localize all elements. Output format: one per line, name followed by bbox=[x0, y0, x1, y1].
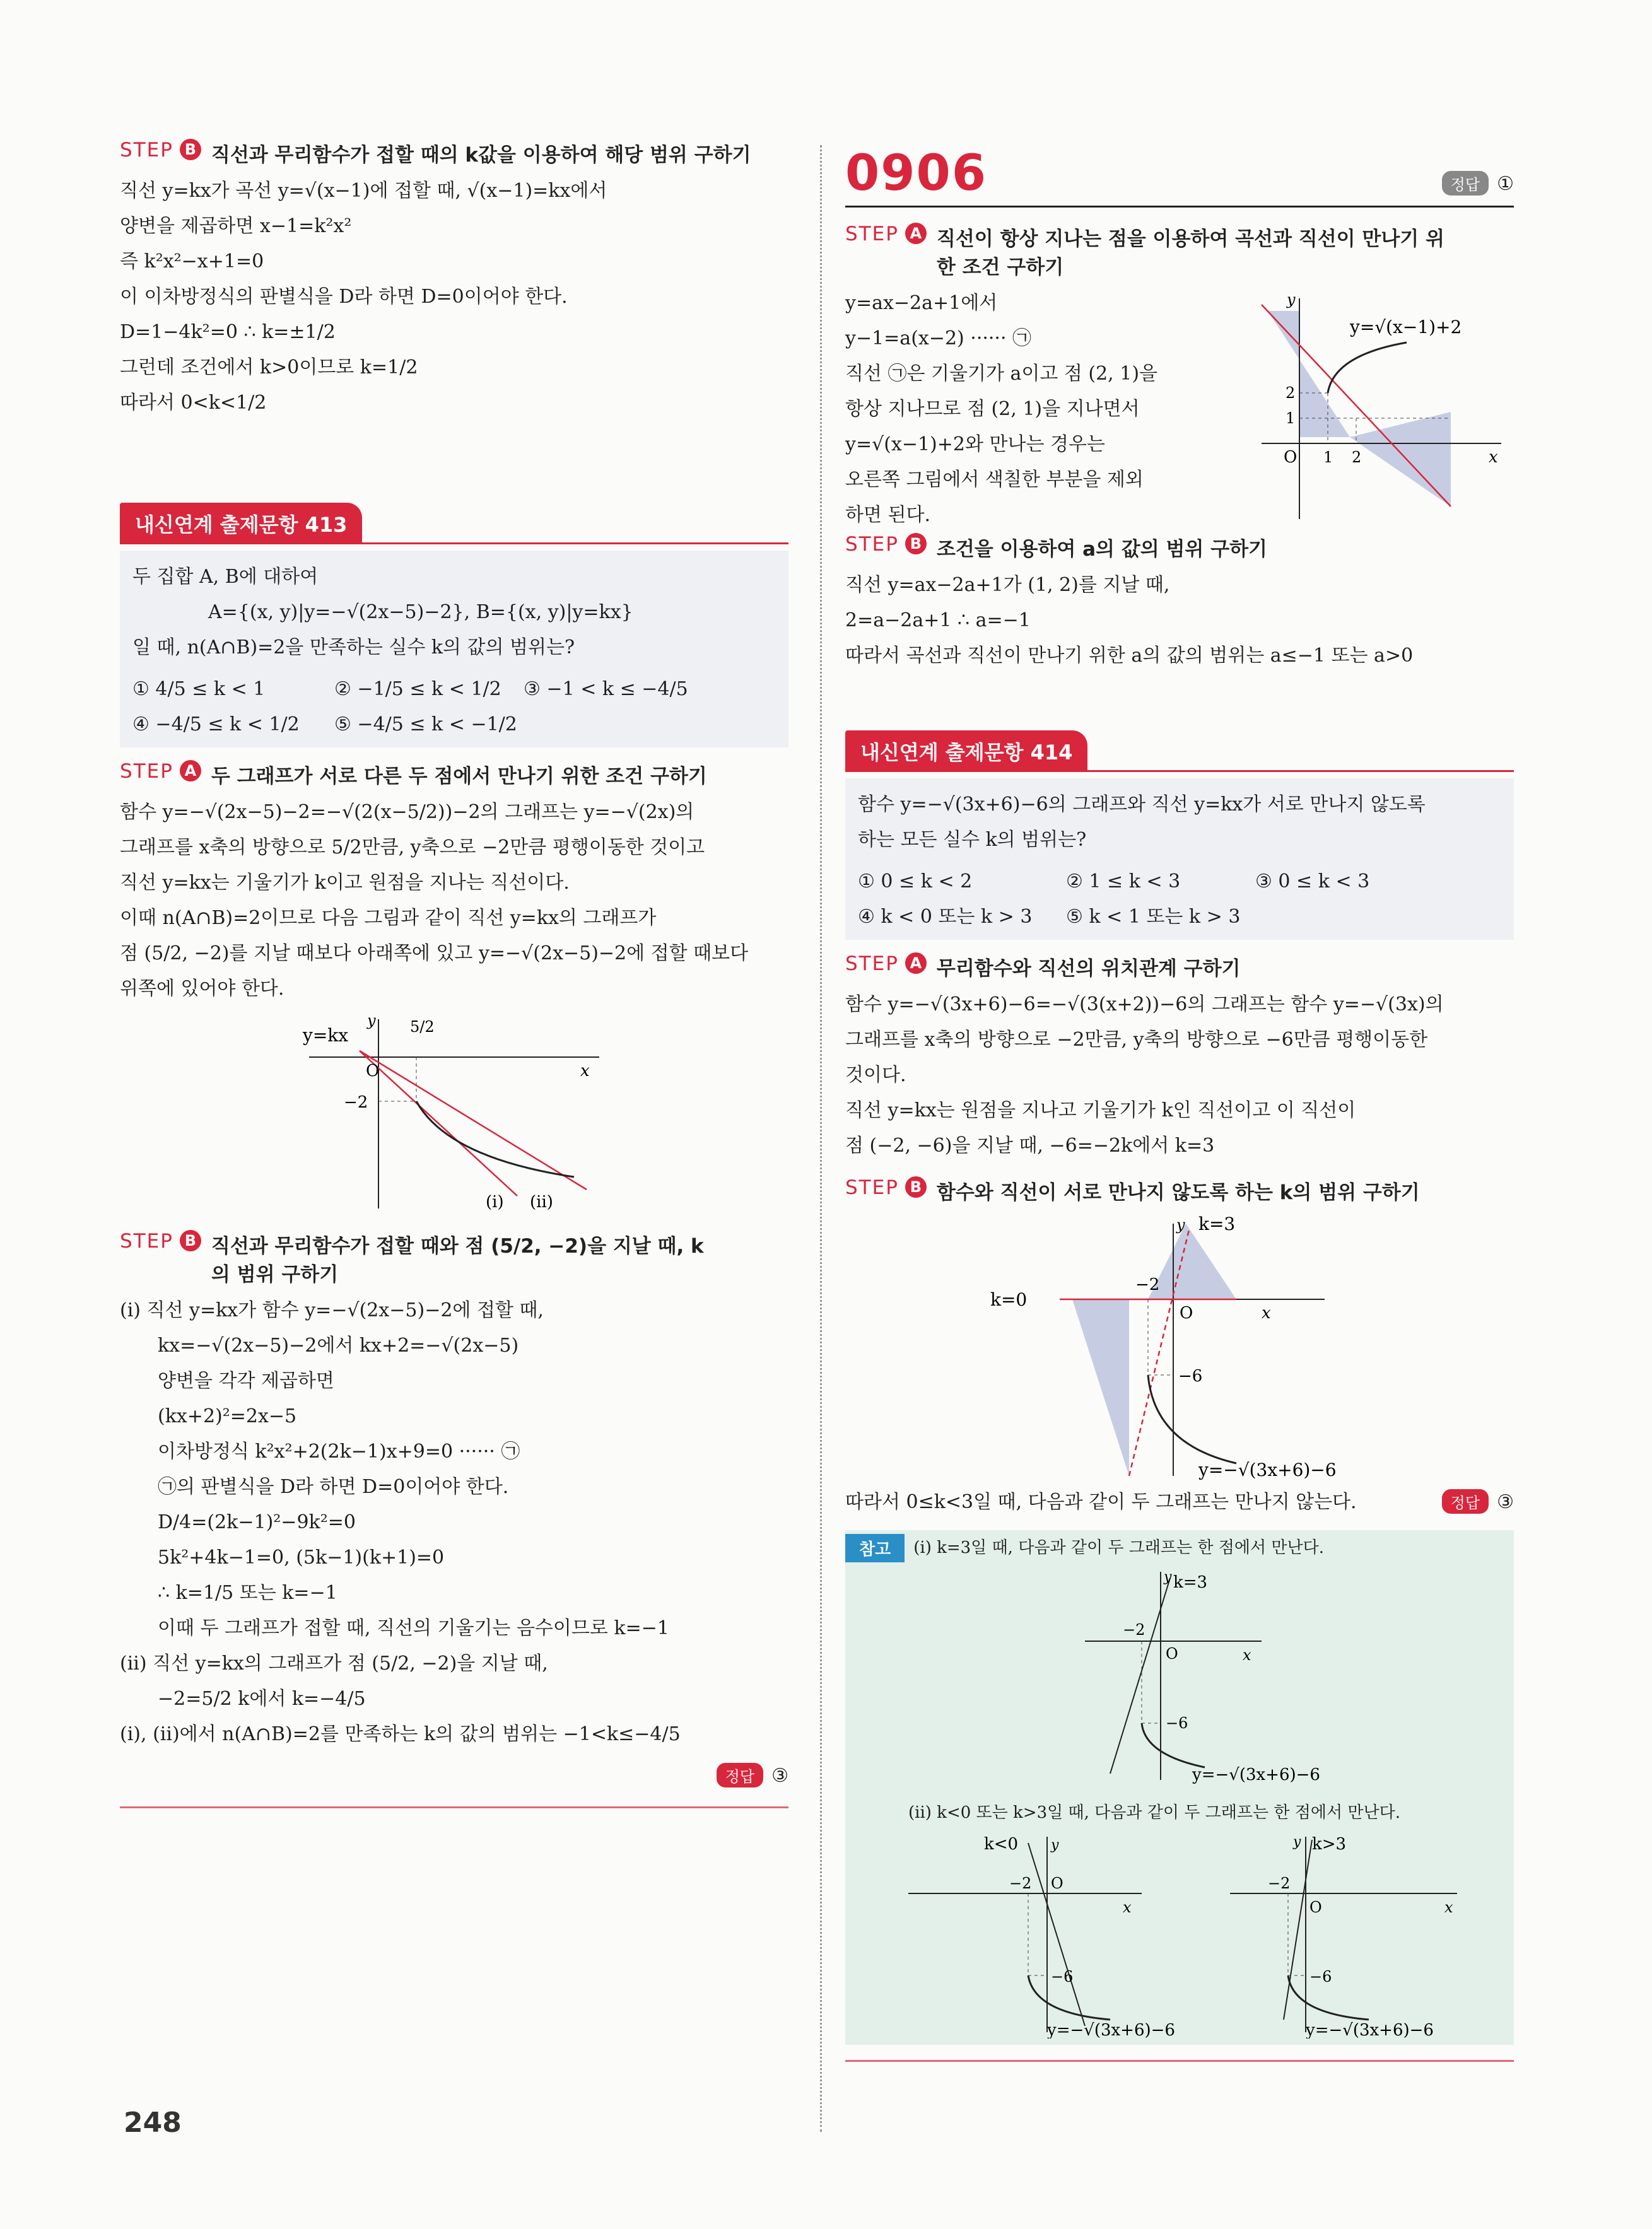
k-label: k=3 bbox=[1173, 1573, 1208, 1592]
x-tick: 5/2 bbox=[410, 1018, 435, 1036]
y-label: y bbox=[1176, 1216, 1185, 1234]
choice-5[interactable]: ⑤ −4/5 ≤ k < −1/2 bbox=[334, 713, 517, 735]
step-title: 직선이 항상 지나는 점을 이용하여 곡선과 직선이 만나기 위한 조건 구하기 bbox=[936, 228, 1444, 279]
step-b-0906 bbox=[845, 533, 1514, 674]
y-tick: −6 bbox=[1051, 1968, 1074, 1986]
choice-5[interactable]: ⑤ k < 1 또는 k > 3 bbox=[1066, 906, 1241, 928]
curve-label: y=−√(3x+6)−6 bbox=[1198, 1460, 1337, 1480]
text-line: 따라서 곡선과 직선이 만나기 위한 a의 값의 범위는 a≤−1 또는 a>0 bbox=[845, 645, 1414, 667]
problem-414-header bbox=[845, 730, 1514, 772]
step-title: 함수와 직선이 서로 만나지 않도록 하는 k의 범위 구하기 bbox=[936, 1181, 1420, 1204]
y-tick: −2 bbox=[344, 1093, 368, 1112]
step-badge: B bbox=[180, 1230, 201, 1251]
header-rule bbox=[120, 542, 788, 544]
text-line: 점 (5/2, −2)를 지날 때보다 아래쪽에 있고 y=−√(2x−5)−2에 접할 때보다 bbox=[120, 942, 749, 964]
line-label: y=kx bbox=[303, 1025, 349, 1046]
text-line: 직선 y=kx는 원점을 지나고 기울기가 k인 직선이고 이 직선이 bbox=[845, 1099, 1356, 1121]
choices bbox=[858, 864, 1501, 935]
step-a-0906 bbox=[845, 223, 1514, 533]
problem-414-tab: 내신연계 출제문항 414 bbox=[845, 730, 1087, 772]
origin-label: O bbox=[1309, 1898, 1322, 1916]
curve-label: y=√(x−1)+2 bbox=[1350, 317, 1462, 337]
line-case-i bbox=[360, 1051, 587, 1190]
problem-text: 함수 y=−√(3x+6)−6의 그래프와 직선 y=kx가 서로 만나지 않도록 bbox=[858, 793, 1426, 816]
conclusion-row bbox=[845, 1485, 1514, 1520]
step-label: STEP bbox=[845, 223, 899, 245]
step-badge: A bbox=[905, 952, 927, 974]
step-b-tangent-section bbox=[120, 139, 788, 421]
note-head bbox=[845, 1530, 1514, 1565]
step-heading bbox=[845, 533, 1514, 561]
problem-413-tab: 내신연계 출제문항 413 bbox=[120, 503, 362, 544]
step-label: STEP bbox=[845, 1176, 899, 1199]
choice-3[interactable]: ③ 0 ≤ k < 3 bbox=[1255, 870, 1370, 892]
step-label: STEP bbox=[845, 533, 899, 556]
text-line: y=ax−2a+1에서 bbox=[845, 292, 998, 314]
y-tick: −6 bbox=[1166, 1714, 1188, 1732]
text-line: 직선 y=ax−2a+1가 (1, 2)를 지날 때, bbox=[845, 574, 1170, 596]
x-label: x bbox=[1444, 1898, 1453, 1916]
text-line: (ii) 직선 y=kx의 그래프가 점 (5/2, −2)을 지날 때, bbox=[120, 1653, 548, 1675]
choice-1[interactable]: ① 4/5 ≤ k < 1 bbox=[132, 678, 266, 700]
origin-label: O bbox=[1284, 448, 1298, 467]
text-line: 그런데 조건에서 k>0이므로 k=1/2 bbox=[120, 356, 418, 378]
section-rule bbox=[845, 2060, 1514, 2062]
top-answer bbox=[1442, 167, 1514, 202]
step-badge: A bbox=[905, 223, 927, 244]
note-graph-3 bbox=[1180, 1830, 1514, 2039]
text-line: 하면 된다. bbox=[845, 504, 930, 526]
case-i-label: (i) bbox=[486, 1193, 504, 1212]
problem-header bbox=[845, 145, 1514, 202]
text-line: 따라서 0<k<1/2 bbox=[120, 392, 267, 414]
curve-label: y=−√(3x+6)−6 bbox=[1047, 2021, 1175, 2039]
step-heading bbox=[120, 1230, 788, 1287]
x-label: x bbox=[580, 1062, 590, 1080]
text-line: (i) 직선 y=kx가 함수 y=−√(2x−5)−2에 접할 때, bbox=[120, 1299, 544, 1321]
right-column bbox=[845, 145, 1514, 2062]
choice-4[interactable]: ④ k < 0 또는 k > 3 bbox=[858, 906, 1033, 928]
answer-badge: 정답 bbox=[717, 1763, 763, 1787]
step-title: 조건을 이용하여 a의 값의 범위 구하기 bbox=[936, 538, 1267, 561]
y-tick: −6 bbox=[1178, 1367, 1203, 1386]
note-graph-2 bbox=[845, 1830, 1180, 2039]
text-line: (i), (ii)에서 n(A∩B)=2를 만족하는 k의 값의 범위는 −1<k≤−4/5 bbox=[120, 1723, 681, 1745]
case-ii-label: (ii) bbox=[530, 1193, 553, 1212]
k-label: k>3 bbox=[1312, 1835, 1347, 1854]
text-line: 위쪽에 있어야 한다. bbox=[120, 978, 284, 1000]
y-label: y bbox=[1287, 291, 1296, 308]
step-heading bbox=[845, 952, 1514, 981]
choice-2[interactable]: ② −1/5 ≤ k < 1/2 bbox=[334, 678, 501, 700]
text-line: kx=−√(2x−5)−2에서 kx+2=−√(2x−5) bbox=[158, 1335, 519, 1357]
text-line: 이때 n(A∩B)=2이므로 다음 그림과 같이 직선 y=kx의 그래프가 bbox=[120, 907, 657, 929]
text-line: 함수 y=−√(2x−5)−2=−√(2(x−5/2))−2의 그래프는 y=−√(2x)의 bbox=[120, 801, 694, 823]
text-line: (kx+2)²=2x−5 bbox=[158, 1405, 297, 1427]
shaded-right bbox=[1148, 1224, 1236, 1299]
curve bbox=[1148, 1375, 1236, 1463]
text-line: 직선 y=kx는 기울기가 k이고 원점을 지나는 직선이다. bbox=[120, 872, 570, 894]
x-label: x bbox=[1243, 1646, 1251, 1664]
text-line: 그래프를 x축의 방향으로 5/2만큼, y축으로 −2만큼 평행이동한 것이고 bbox=[120, 836, 705, 858]
note-tab: 참고 bbox=[845, 1534, 905, 1562]
text-line: ㉠의 판별식을 D라 하면 D=0이어야 한다. bbox=[158, 1476, 509, 1498]
origin-label: O bbox=[366, 1062, 380, 1080]
text-line: y−1=a(x−2) ······ ㉠ bbox=[845, 327, 1032, 349]
step-b-range-section bbox=[120, 1230, 788, 1808]
note-line-2: (ii) k<0 또는 k>3일 때, 다음과 같이 두 그래프는 한 점에서 만난다. bbox=[908, 1803, 1400, 1822]
text-line: 2=a−2a+1 ∴ a=−1 bbox=[845, 609, 1031, 631]
text-line: 함수 y=−√(3x+6)−6=−√(3(x+2))−6의 그래프는 함수 y=−√(3x)의 bbox=[845, 993, 1444, 1015]
text-line: −2=5/2 k에서 k=−4/5 bbox=[158, 1688, 366, 1710]
y-tick-2: 2 bbox=[1286, 384, 1296, 402]
k3-label: k=3 bbox=[1198, 1214, 1236, 1234]
k-label: k<0 bbox=[984, 1835, 1019, 1854]
choice-1[interactable]: ① 0 ≤ k < 2 bbox=[858, 870, 973, 892]
note-line-1: (i) k=3일 때, 다음과 같이 두 그래프는 한 점에서 만난다. bbox=[913, 1538, 1325, 1557]
text-line: 즉 k²x²−x+1=0 bbox=[120, 250, 264, 272]
text-line: 양변을 제곱하면 x−1=k²x² bbox=[120, 215, 352, 237]
step-a-body bbox=[845, 286, 1514, 533]
x-tick-1: 1 bbox=[1323, 448, 1333, 466]
choice-2[interactable]: ② 1 ≤ k < 3 bbox=[1066, 870, 1181, 892]
section-rule bbox=[120, 1806, 788, 1808]
step-heading bbox=[845, 223, 1514, 279]
step-label: STEP bbox=[120, 760, 173, 783]
shaded-region-right bbox=[1350, 412, 1451, 506]
problem-413-box bbox=[120, 551, 788, 747]
choice-4[interactable]: ④ −4/5 ≤ k < 1/2 bbox=[132, 713, 300, 735]
choices bbox=[132, 672, 776, 742]
choice-3[interactable]: ③ −1 < k ≤ −4/5 bbox=[524, 678, 688, 700]
text-line: 항상 지나므로 점 (2, 1)을 지나면서 bbox=[845, 398, 1140, 420]
text-line: 오른쪽 그림에서 색칠한 부분을 제외 bbox=[845, 469, 1144, 491]
step-a-414 bbox=[845, 952, 1514, 1164]
line-k-gt3 bbox=[1284, 1840, 1312, 2020]
origin-label: O bbox=[1051, 1875, 1063, 1892]
step-heading bbox=[845, 1176, 1514, 1205]
x-tick: −2 bbox=[1123, 1621, 1145, 1639]
origin-label: O bbox=[1166, 1645, 1178, 1663]
text-line: 것이다. bbox=[845, 1064, 906, 1086]
answer-row bbox=[120, 1758, 788, 1794]
step-badge: B bbox=[180, 139, 201, 160]
curve-label: y=−√(3x+6)−6 bbox=[1306, 2021, 1434, 2039]
x-tick-2: 2 bbox=[1352, 448, 1362, 466]
note-graphs-row bbox=[845, 1830, 1514, 2039]
text-line: 양변을 각각 제곱하면 bbox=[158, 1370, 334, 1392]
step-label: STEP bbox=[120, 139, 173, 161]
step-heading bbox=[120, 139, 788, 167]
y-label: y bbox=[1164, 1569, 1172, 1585]
shaded-left bbox=[1072, 1299, 1129, 1476]
answer-badge: 정답 bbox=[1442, 171, 1489, 196]
y-tick: −6 bbox=[1309, 1968, 1332, 1986]
column-divider bbox=[820, 145, 822, 2132]
answer-value: ③ bbox=[771, 1765, 788, 1787]
y-tick-1: 1 bbox=[1286, 409, 1296, 427]
x-label: x bbox=[1262, 1304, 1271, 1323]
step-b-414 bbox=[845, 1176, 1514, 1520]
problem-text: 두 집합 A, B에 대하여 bbox=[132, 566, 319, 588]
curve-label: y=−√(3x+6)−6 bbox=[1192, 1765, 1320, 1784]
answer-row bbox=[1442, 1485, 1514, 1520]
page-number: 248 bbox=[124, 2107, 182, 2139]
header-rule bbox=[845, 770, 1514, 772]
origin-label: O bbox=[1180, 1304, 1193, 1323]
text-line: 5k²+4k−1=0, (5k−1)(k+1)=0 bbox=[158, 1547, 445, 1569]
line-k-neg bbox=[1028, 1843, 1085, 2026]
note-graph-1 bbox=[845, 1565, 1514, 1793]
answer-badge: 정답 bbox=[1442, 1489, 1489, 1514]
step-title: 직선과 무리함수가 접할 때의 k값을 이용하여 해당 범위 구하기 bbox=[211, 144, 751, 167]
text-line: 점 (−2, −6)을 지날 때, −6=−2k에서 k=3 bbox=[845, 1135, 1215, 1157]
x-label: x bbox=[1489, 448, 1498, 467]
step-title: 직선과 무리함수가 접할 때와 점 (5/2, −2)을 지날 때, k의 범위 구하기 bbox=[211, 1235, 704, 1286]
step-title: 두 그래프가 서로 다른 두 점에서 만나기 위한 조건 구하기 bbox=[211, 765, 707, 788]
problem-text: 하는 모든 실수 k의 범위는? bbox=[858, 829, 1087, 851]
k0-label: k=0 bbox=[990, 1289, 1028, 1310]
problem-text: 일 때, n(A∩B)=2을 만족하는 실수 k의 값의 범위는? bbox=[132, 636, 575, 658]
problem-414-box bbox=[845, 778, 1514, 940]
step-label: STEP bbox=[845, 952, 899, 975]
text-line: D=1−4k²=0 ∴ k=±1/2 bbox=[120, 321, 336, 343]
text-line: D/4=(2k−1)²−9k²=0 bbox=[158, 1511, 356, 1533]
header-rule bbox=[845, 206, 1514, 208]
step-label: STEP bbox=[120, 1230, 173, 1253]
line-case-ii bbox=[360, 1051, 517, 1196]
text-line: 이 이차방정식의 판별식을 D라 하면 D=0이어야 한다. bbox=[120, 286, 568, 308]
left-column bbox=[120, 139, 788, 1808]
y-label: y bbox=[367, 1012, 376, 1029]
x-label: x bbox=[1123, 1898, 1132, 1916]
step-badge: B bbox=[905, 1176, 927, 1198]
answer-value: ③ bbox=[1497, 1491, 1514, 1513]
x-tick: −2 bbox=[1009, 1875, 1032, 1892]
text-line: 그래프를 x축의 방향으로 −2만큼, y축의 방향으로 −6만큼 평행이동한 bbox=[845, 1029, 1428, 1051]
step-title: 무리함수와 직선의 위치관계 구하기 bbox=[936, 957, 1241, 980]
text-line: 이때 두 그래프가 접할 때, 직선의 기울기는 음수이므로 k=−1 bbox=[158, 1617, 669, 1639]
step-a-text bbox=[845, 286, 1224, 533]
step-badge: A bbox=[180, 760, 201, 781]
curve bbox=[416, 1101, 574, 1177]
x-tick: −2 bbox=[1135, 1275, 1160, 1294]
graph-0906 bbox=[1224, 286, 1514, 525]
text-line: y=√(x−1)+2와 만나는 경우는 bbox=[845, 433, 1105, 455]
text-line: 직선 y=kx가 곡선 y=√(x−1)에 접할 때, √(x−1)=kx에서 bbox=[120, 180, 607, 202]
answer-value: ① bbox=[1497, 173, 1514, 195]
y-label: y bbox=[1051, 1837, 1059, 1853]
step-a-condition-section bbox=[120, 760, 788, 1217]
problem-413-header bbox=[120, 503, 788, 544]
step-badge: B bbox=[905, 533, 927, 554]
graph-414 bbox=[845, 1211, 1514, 1482]
y-label: y bbox=[1293, 1834, 1301, 1850]
conclusion: 따라서 0≤k<3일 때, 다음과 같이 두 그래프는 만나지 않는다. bbox=[845, 1491, 1357, 1513]
step-heading bbox=[120, 760, 788, 788]
text-line: ∴ k=1/5 또는 k=−1 bbox=[158, 1582, 337, 1604]
problem-text: A={(x, y)|y=−√(2x−5)−2}, B={(x, y)|y=kx} bbox=[208, 601, 633, 623]
text-line: 이차방정식 k²x²+2(2k−1)x+9=0 ······ ㉠ bbox=[158, 1441, 520, 1463]
text-line: 직선 ㉠은 기울기가 a이고 점 (2, 1)을 bbox=[845, 363, 1158, 385]
graph-413 bbox=[120, 1007, 788, 1215]
problem-number: 0906 bbox=[845, 145, 988, 202]
x-tick: −2 bbox=[1268, 1875, 1291, 1892]
note-box bbox=[845, 1530, 1514, 2045]
